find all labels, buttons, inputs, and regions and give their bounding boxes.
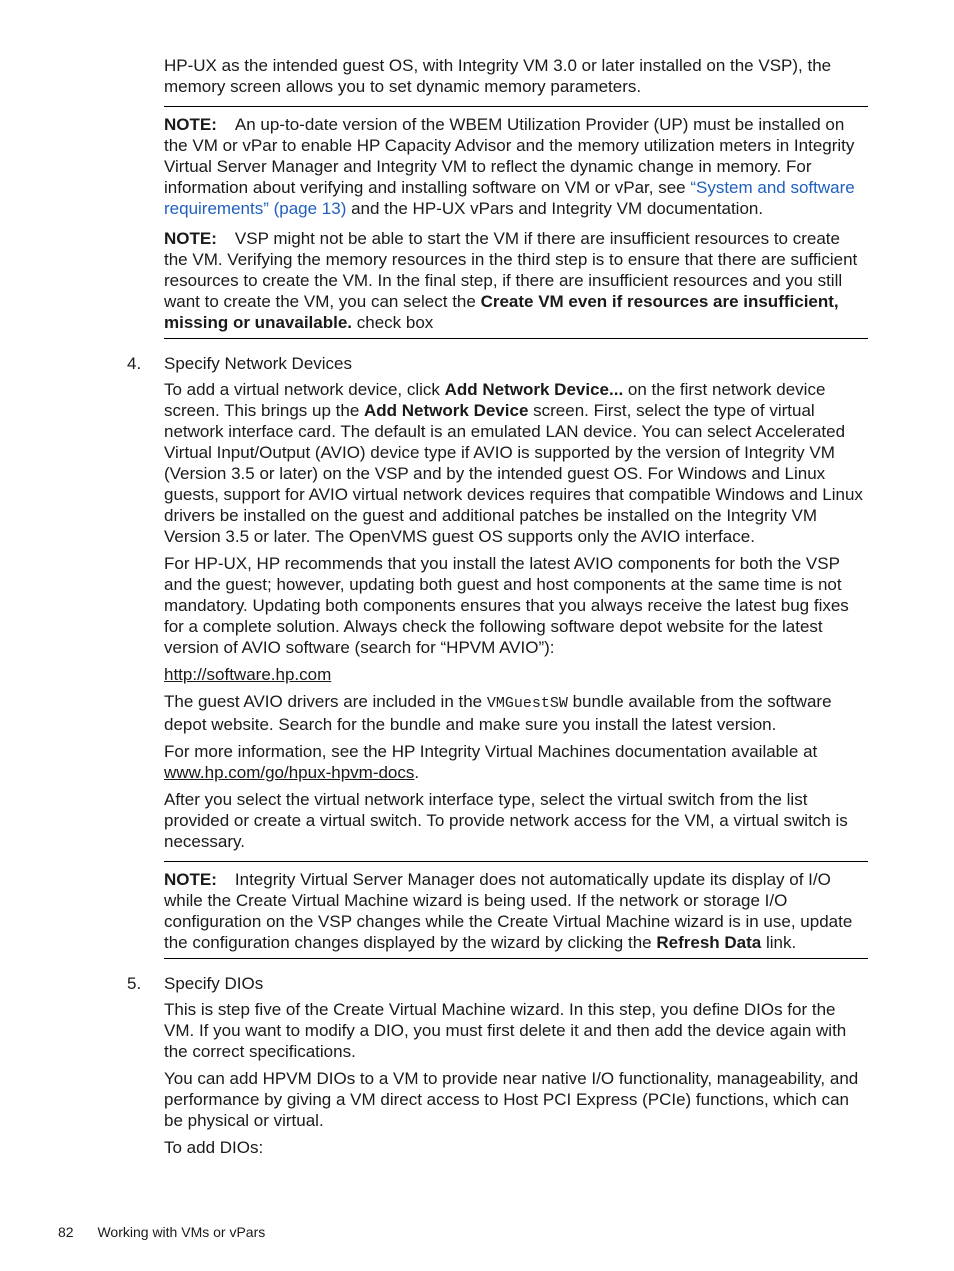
note-text: check box bbox=[352, 313, 434, 332]
refresh-data-label: Refresh Data bbox=[656, 933, 762, 952]
body-paragraph: After you select the virtual network interface type, select the virtual switch from the list provided or create a virtual switch. To provide network access for the VM, a virtual switch is necessary. bbox=[164, 790, 848, 851]
body-paragraph: You can add HPVM DIOs to a VM to provide near native I/O functionality, manageability, and performance by giving a VM direct access to Host PCI Express (PCIe) functions, which can be physical or virtual. bbox=[164, 1069, 859, 1130]
text: The guest AVIO drivers are included in the bbox=[164, 692, 487, 711]
text: To add a virtual network device, click bbox=[164, 380, 445, 399]
page-footer bbox=[58, 1222, 265, 1243]
body-paragraph bbox=[164, 691, 868, 735]
create-vm-option-label: Create VM even if resources are insufficient, missing or unavailable. bbox=[164, 292, 839, 332]
step-title: Specify DIOs bbox=[164, 974, 264, 993]
text: screen. First, select the type of virtual network interface card. The default is an emulated LAN device. You can select Accelerated Virtual Input/Output (AVIO) device type if AVIO is supported by the version of Integrity VM (Version 3.5 or later) on the VSP and by the intended guest OS. For Windows and Linux guests, support for AVIO virtual network devices requires that compatible Windows and Linux drivers be installed on the guest and additional patches be installed on the Integrity VM Version 3.5 or later. The OpenVMS guest OS supports only the AVIO interface. bbox=[164, 401, 863, 546]
note-text: An up-to-date version of the WBEM Utilization Provider (UP) must be installed on the VM or vPar to enable HP Capacity Advisor and the memory utilization meters in Integrity Virtual Server Manager and Integrity VM to reflect the dynamic change in memory. For information about verifying and installing software on VM or vPar, see bbox=[164, 115, 855, 197]
body-paragraph: To add DIOs: bbox=[164, 1138, 264, 1157]
note-text: VSP might not be able to start the VM if there are insufficient resources to create the VM. Verifying the memory resources in the third step is to ensure that there are sufficient resources to create the VM. In the final step, if there are insufficient resources and you still want to create the VM, you can select the bbox=[164, 229, 858, 311]
url-paragraph bbox=[164, 664, 868, 685]
note-label: NOTE: bbox=[164, 870, 217, 889]
body-paragraph bbox=[164, 741, 868, 783]
note-block-1 bbox=[164, 106, 868, 339]
page-number: 82 bbox=[58, 1224, 74, 1240]
note-label: NOTE: bbox=[164, 115, 217, 134]
note-paragraph bbox=[164, 114, 868, 219]
body-paragraph: For HP-UX, HP recommends that you install the latest AVIO components for both the VSP and the guest; however, updating both guest and host components at the same time is not mandatory. Updating both components ensures that you always receive the latest bug fixes for a complete solution. Always check the following software depot website for the latest version of AVIO software (search for “HPVM AVIO”): bbox=[164, 554, 849, 657]
text: on the first network device screen. This brings up the bbox=[164, 380, 826, 420]
software-depot-link[interactable]: http://software.hp.com bbox=[164, 665, 332, 684]
text: . bbox=[414, 763, 420, 782]
text: For more information, see the HP Integrity Virtual Machines documentation available at bbox=[164, 742, 818, 761]
footer-section-title: Working with VMs or vPars bbox=[97, 1224, 266, 1240]
add-network-device-screen-label: Add Network Device bbox=[364, 401, 529, 420]
step-4 bbox=[127, 353, 868, 374]
note-text: and the HP-UX vPars and Integrity VM documentation. bbox=[346, 199, 764, 218]
step-5 bbox=[127, 973, 868, 994]
page-content bbox=[127, 55, 868, 1164]
note-paragraph bbox=[164, 869, 868, 953]
body-paragraph: This is step five of the Create Virtual Machine wizard. In this step, you define DIOs for the VM. If you want to modify a DIO, you must first delete it and then add the device again with the correct specifications. bbox=[164, 1000, 847, 1061]
step-number: 5. bbox=[127, 974, 142, 993]
note-block-2 bbox=[164, 861, 868, 959]
system-requirements-link[interactable]: “System and software requirements” (page 13) bbox=[164, 178, 855, 218]
hpvm-docs-link[interactable]: www.hp.com/go/hpux-hpvm-docs bbox=[164, 763, 415, 782]
step-number: 4. bbox=[127, 354, 142, 373]
note-label: NOTE: bbox=[164, 229, 217, 248]
code-text: VMGuestSW bbox=[486, 695, 568, 712]
intro-paragraph: HP-UX as the intended guest OS, with Integrity VM 3.0 or later installed on the VSP), the memory screen allows you to set dynamic memory parameters. bbox=[164, 56, 832, 96]
step-title: Specify Network Devices bbox=[164, 354, 353, 373]
body-paragraph bbox=[164, 379, 868, 547]
note-text: link. bbox=[761, 933, 797, 952]
text: bundle available from the software depot website. Search for the bundle and make sure you install the latest version. bbox=[164, 692, 832, 734]
note-text: Integrity Virtual Server Manager does not automatically update its display of I/O while the Create Virtual Machine wizard is being used. If the network or storage I/O configuration on the VSP changes while the Create Virtual Machine wizard is in use, update the configuration changes displayed by the wizard by clicking the bbox=[164, 870, 853, 952]
note-paragraph bbox=[164, 228, 868, 333]
add-network-device-label: Add Network Device... bbox=[444, 380, 624, 399]
